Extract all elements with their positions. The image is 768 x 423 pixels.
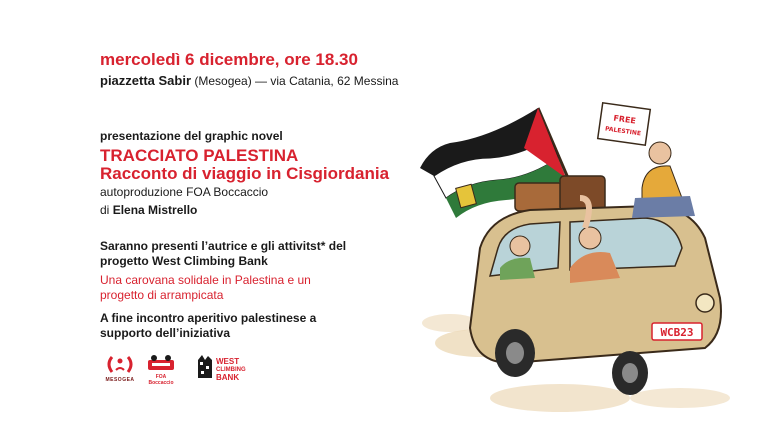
author-name: Elena Mistrello	[112, 203, 198, 217]
place-name: piazzetta Sabir	[100, 73, 192, 88]
car-with-flag-illustration	[420, 98, 750, 423]
place-detail: (Mesogea) — via Catania, 62 Messina	[191, 74, 399, 88]
foa-logo	[144, 354, 178, 386]
carovana-text: Una carovana solidale in Palestina e un progetto di arrampicata	[100, 273, 311, 302]
book-production: autoproduzione FOA Boccaccio	[100, 185, 269, 199]
license-plate-text: WCB23	[660, 326, 694, 339]
wcb-logo-text	[216, 358, 246, 382]
aperitivo-text: A fine incontro aperitivo palestinese a supporto dell’iniziativa	[100, 311, 317, 340]
book-title-line1: TRACCIATO PALESTINA	[100, 146, 299, 165]
book-intro: presentazione del graphic novel	[100, 129, 283, 143]
wcb-line2: CLIMBING	[216, 367, 246, 373]
sign-line2: PALESTINE	[604, 125, 642, 138]
author-prefix: di	[100, 203, 113, 217]
mesogea-logo-text: MESOGEA	[105, 377, 135, 383]
mesogea-mark-icon	[102, 354, 138, 376]
event-place	[100, 73, 398, 88]
foa-mark-icon	[144, 354, 178, 374]
event-date: mercoledì 6 dicembre, ore 18.30	[100, 50, 358, 69]
sign-line1: FREE	[612, 113, 637, 126]
wcb-wall-icon	[198, 354, 214, 380]
foa-logo-text: FOA Boccaccio	[148, 374, 174, 386]
wcb-line3: BANK	[216, 373, 240, 382]
mesogea-logo	[102, 354, 138, 381]
wcb-line1: WEST	[216, 357, 240, 366]
car-with-palestinian-flag-illustration-icon	[420, 98, 750, 418]
book-title-line2: Racconto di viaggio in Cisgiordania	[100, 164, 390, 183]
book-author	[100, 203, 197, 217]
presence-text: Saranno presenti l’autrice e gli attivitst* del progetto West Climbing Bank	[100, 239, 347, 268]
